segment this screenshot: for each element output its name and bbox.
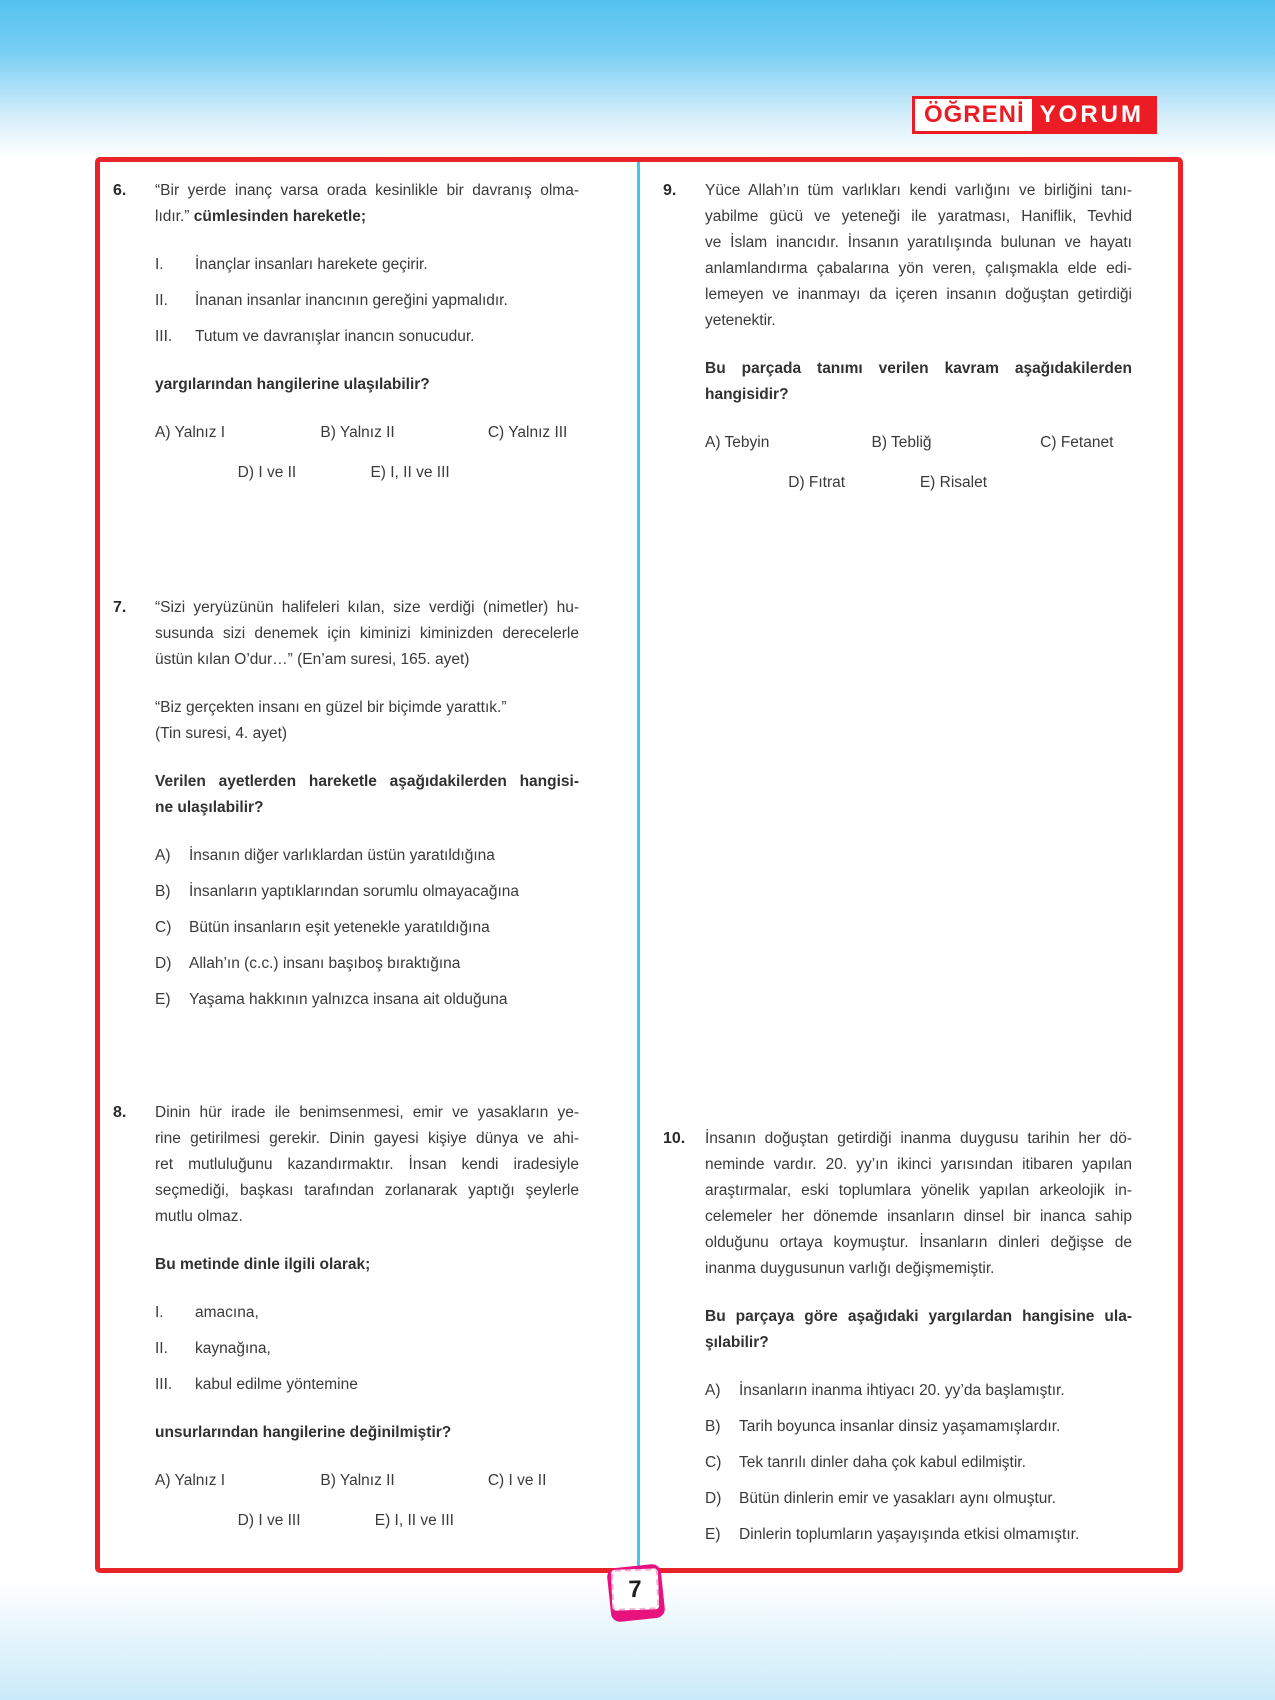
question-6 bbox=[113, 178, 579, 486]
option-text: İnsanın diğer varlıklardan üstün yaratıldığına bbox=[189, 847, 495, 864]
left-column bbox=[100, 162, 639, 1568]
text-line: ne ulaşılabilir? bbox=[155, 799, 264, 816]
roman-list bbox=[155, 252, 579, 350]
brand-logo-text-primary: ÖĞRENİ bbox=[915, 99, 1032, 131]
option-text: Dinlerin toplumların yaşayışında etkisi olmamıştır. bbox=[739, 1526, 1080, 1543]
roman-item bbox=[155, 1300, 579, 1326]
text-line: Yüce Allah’ın tüm varlıkları kendi varlığını ve birliğini tanı- bbox=[705, 182, 1132, 199]
option-label: B) bbox=[705, 1418, 721, 1435]
question-number: 9. bbox=[663, 182, 677, 199]
roman-numeral: III. bbox=[155, 1376, 173, 1393]
answer-options-row bbox=[705, 430, 1132, 456]
option-label: C) bbox=[155, 919, 172, 936]
roman-item-text: kabul edilme yöntemine bbox=[195, 1376, 358, 1393]
question-body bbox=[155, 1100, 579, 1534]
answer-options-row bbox=[155, 420, 579, 446]
roman-numeral: III. bbox=[155, 328, 173, 345]
text-line: (Tin suresi, 4. ayet) bbox=[155, 725, 288, 742]
text-line: “Biz gerçekten insanı en güzel bir biçimde yarattık.” bbox=[155, 699, 507, 716]
question-number: 8. bbox=[113, 1104, 127, 1121]
answer-options-row bbox=[155, 460, 579, 486]
answer-option: C) Fetanet bbox=[1040, 434, 1114, 451]
answer-option bbox=[705, 1378, 1132, 1404]
option-label: A) bbox=[705, 1382, 721, 1399]
roman-item-text: amacına, bbox=[195, 1304, 259, 1321]
text-line: üstün kılan O’dur…” (En’am suresi, 165. ayet) bbox=[155, 651, 470, 668]
answer-option: D) I ve II bbox=[237, 464, 297, 481]
roman-numeral: I. bbox=[155, 256, 164, 273]
question-paragraph bbox=[155, 695, 579, 747]
option-text: Bütün dinlerin emir ve yasakları aynı olmuştur. bbox=[739, 1490, 1057, 1507]
answer-option bbox=[155, 915, 579, 941]
question-7 bbox=[113, 595, 579, 1013]
text-line: Bu parçada tanımı verilen kavram aşağıdakilerden bbox=[705, 360, 1132, 377]
roman-item bbox=[155, 324, 579, 350]
roman-item bbox=[155, 288, 579, 314]
question-10 bbox=[663, 1126, 1132, 1548]
answer-option: D) Fıtrat bbox=[788, 474, 846, 491]
question-stem bbox=[705, 356, 1132, 408]
option-text: Tarih boyunca insanlar dinsiz yaşamamışlardır. bbox=[739, 1418, 1061, 1435]
brand-logo bbox=[912, 96, 1157, 134]
roman-item-text: İnançlar insanları harekete geçirir. bbox=[195, 256, 428, 273]
option-text: İnsanların inanma ihtiyacı 20. yy’da başlamıştır. bbox=[739, 1382, 1065, 1399]
roman-list bbox=[155, 1300, 579, 1398]
answer-options-list bbox=[705, 1378, 1132, 1548]
text-line: susunda sizi denemek için kiminizi kiminizden derecelerle bbox=[155, 625, 579, 642]
question-paragraph bbox=[155, 1100, 579, 1230]
option-text: Tek tanrılı dinler daha çok kabul edilmiştir. bbox=[739, 1454, 1026, 1471]
answer-option bbox=[155, 951, 579, 977]
text-line: Verilen ayetlerden hareketle aşağıdakilerden hangisi- bbox=[155, 773, 579, 790]
question-number: 10. bbox=[663, 1130, 686, 1147]
answer-options-row bbox=[155, 1508, 579, 1534]
question-paragraph bbox=[705, 1126, 1132, 1282]
text-line: lıdır.” cümlesinden hareketle; bbox=[155, 208, 367, 225]
option-label: D) bbox=[155, 955, 172, 972]
answer-option bbox=[705, 1486, 1132, 1512]
answer-option: E) I, II ve III bbox=[370, 464, 450, 481]
text-line: İnsanın doğuştan getirdiği inanma duygusu tarihin her dö- bbox=[705, 1130, 1132, 1147]
question-paragraph bbox=[155, 178, 579, 230]
question-paragraph bbox=[155, 595, 579, 673]
question-stem bbox=[705, 1304, 1132, 1356]
answer-option bbox=[155, 879, 579, 905]
text-line: olduğunu ortaya koymuştur. İnsanların dinleri değişse de bbox=[705, 1234, 1132, 1251]
question-body bbox=[155, 595, 579, 1013]
question-sheet bbox=[95, 157, 1183, 1573]
text-line: araştırmalar, eski toplumlara yönelik yapılan arkeolojik in- bbox=[705, 1182, 1132, 1199]
text-line: unsurlarından hangilerine değinilmiştir? bbox=[155, 1424, 452, 1441]
option-label: A) bbox=[155, 847, 171, 864]
option-label: E) bbox=[155, 991, 171, 1008]
question-number: 6. bbox=[113, 182, 127, 199]
option-text: Yaşama hakkının yalnızca insana ait olduğuna bbox=[189, 991, 508, 1008]
answer-option: E) Risalet bbox=[919, 474, 987, 491]
option-label: E) bbox=[705, 1526, 721, 1543]
option-text: İnsanların yaptıklarından sorumlu olmayacağına bbox=[189, 883, 519, 900]
text-line: “Bir yerde inanç varsa orada kesinlikle bir davranış olma- bbox=[155, 182, 579, 199]
roman-item-text: Tutum ve davranışlar inancın sonucudur. bbox=[195, 328, 475, 345]
roman-item bbox=[155, 1336, 579, 1362]
text-line: neminde vardır. 20. yy’ın ikinci yarısından itibaren yapılan bbox=[705, 1156, 1132, 1173]
text-line: ve İslam inancıdır. İnsanın yaratılışında bulunan ve hayatı bbox=[705, 234, 1132, 251]
answer-option: C) I ve II bbox=[487, 1472, 547, 1489]
question-stem bbox=[155, 372, 579, 398]
answer-option: C) Yalnız III bbox=[487, 424, 568, 441]
answer-option: A) Tebyin bbox=[705, 434, 770, 451]
answer-option bbox=[705, 1522, 1132, 1548]
option-text: Bütün insanların eşit yetenekle yaratıldığına bbox=[189, 919, 490, 936]
answer-options-row bbox=[155, 1468, 579, 1494]
answer-option bbox=[155, 987, 579, 1013]
text-line: anlamlandırma çabalarına yön veren, çalışmakla elde edi- bbox=[705, 260, 1132, 277]
question-8 bbox=[113, 1100, 579, 1534]
text-line: hangisidir? bbox=[705, 386, 789, 403]
answer-option: D) I ve III bbox=[237, 1512, 301, 1529]
question-body bbox=[155, 178, 579, 486]
option-label: C) bbox=[705, 1454, 722, 1471]
answer-options-row bbox=[705, 470, 1132, 496]
text-line: Dinin hür irade ile benimsenmesi, emir ve yasakların ye- bbox=[155, 1104, 579, 1121]
answer-option: A) Yalnız I bbox=[155, 424, 226, 441]
option-label: B) bbox=[155, 883, 171, 900]
text-line: celemeler her dönemde insanların dinsel bir inanca sahip bbox=[705, 1208, 1132, 1225]
text-line: rine getirilmesi gerekir. Dinin gayesi kişiye dünya ve ahi- bbox=[155, 1130, 579, 1147]
roman-item-text: kaynağına, bbox=[195, 1340, 271, 1357]
question-stem bbox=[155, 1420, 579, 1446]
page-number: 7 bbox=[611, 1568, 659, 1611]
question-stem bbox=[155, 769, 579, 821]
answer-option: B) Tebliğ bbox=[871, 434, 932, 451]
question-number: 7. bbox=[113, 599, 127, 616]
question-body bbox=[705, 178, 1132, 496]
answer-option bbox=[155, 843, 579, 869]
answer-option: B) Yalnız II bbox=[320, 1472, 395, 1489]
option-text: Allah’ın (c.c.) insanı başıboş bıraktığına bbox=[189, 955, 461, 972]
roman-numeral: I. bbox=[155, 1304, 164, 1321]
answer-option: E) I, II ve III bbox=[374, 1512, 454, 1529]
text-line: ret mutluluğunu kazandırmaktır. İnsan kendi iradesiyle bbox=[155, 1156, 579, 1173]
option-label: D) bbox=[705, 1490, 722, 1507]
right-column bbox=[639, 162, 1178, 1568]
question-paragraph bbox=[705, 178, 1132, 334]
column-divider-line bbox=[637, 162, 640, 1568]
answer-option bbox=[705, 1414, 1132, 1440]
answer-option: B) Yalnız II bbox=[320, 424, 395, 441]
roman-item bbox=[155, 252, 579, 278]
answer-option bbox=[705, 1450, 1132, 1476]
question-stem bbox=[155, 1252, 579, 1278]
roman-numeral: II. bbox=[155, 292, 168, 309]
text-line: lemeyen ve inanmayı da içeren insanın doğuştan getirdiği bbox=[705, 286, 1132, 303]
text-line: yargılarından hangilerine ulaşılabilir? bbox=[155, 376, 430, 393]
answer-options-list bbox=[155, 843, 579, 1013]
text-line: yabilme gücü ve yeteneği ile yaratması, Haniflik, Tevhid bbox=[705, 208, 1132, 225]
answer-option: A) Yalnız I bbox=[155, 1472, 226, 1489]
question-9 bbox=[663, 178, 1132, 496]
text-line: “Sizi yeryüzünün halifeleri kılan, size verdiği (nimetler) hu- bbox=[155, 599, 579, 616]
text-line: mutlu olmaz. bbox=[155, 1208, 243, 1225]
brand-logo-text-secondary: YORUM bbox=[1032, 99, 1154, 131]
roman-item bbox=[155, 1372, 579, 1398]
page-number-badge bbox=[606, 1563, 665, 1622]
text-line: şılabilir? bbox=[705, 1334, 769, 1351]
roman-numeral: II. bbox=[155, 1340, 168, 1357]
text-line: Bu parçaya göre aşağıdaki yargılardan hangisine ula- bbox=[705, 1308, 1132, 1325]
text-line: inanma duygusunun varlığı değişmemiştir. bbox=[705, 1260, 995, 1277]
text-line: seçmediği, başkası tarafından zorlanarak yaptığı şeylerle bbox=[155, 1182, 579, 1199]
roman-item-text: İnanan insanlar inancının gereğini yapmalıdır. bbox=[195, 292, 508, 309]
question-body bbox=[705, 1126, 1132, 1548]
text-line: yetenektir. bbox=[705, 312, 776, 329]
text-line: Bu metinde dinle ilgili olarak; bbox=[155, 1256, 371, 1273]
